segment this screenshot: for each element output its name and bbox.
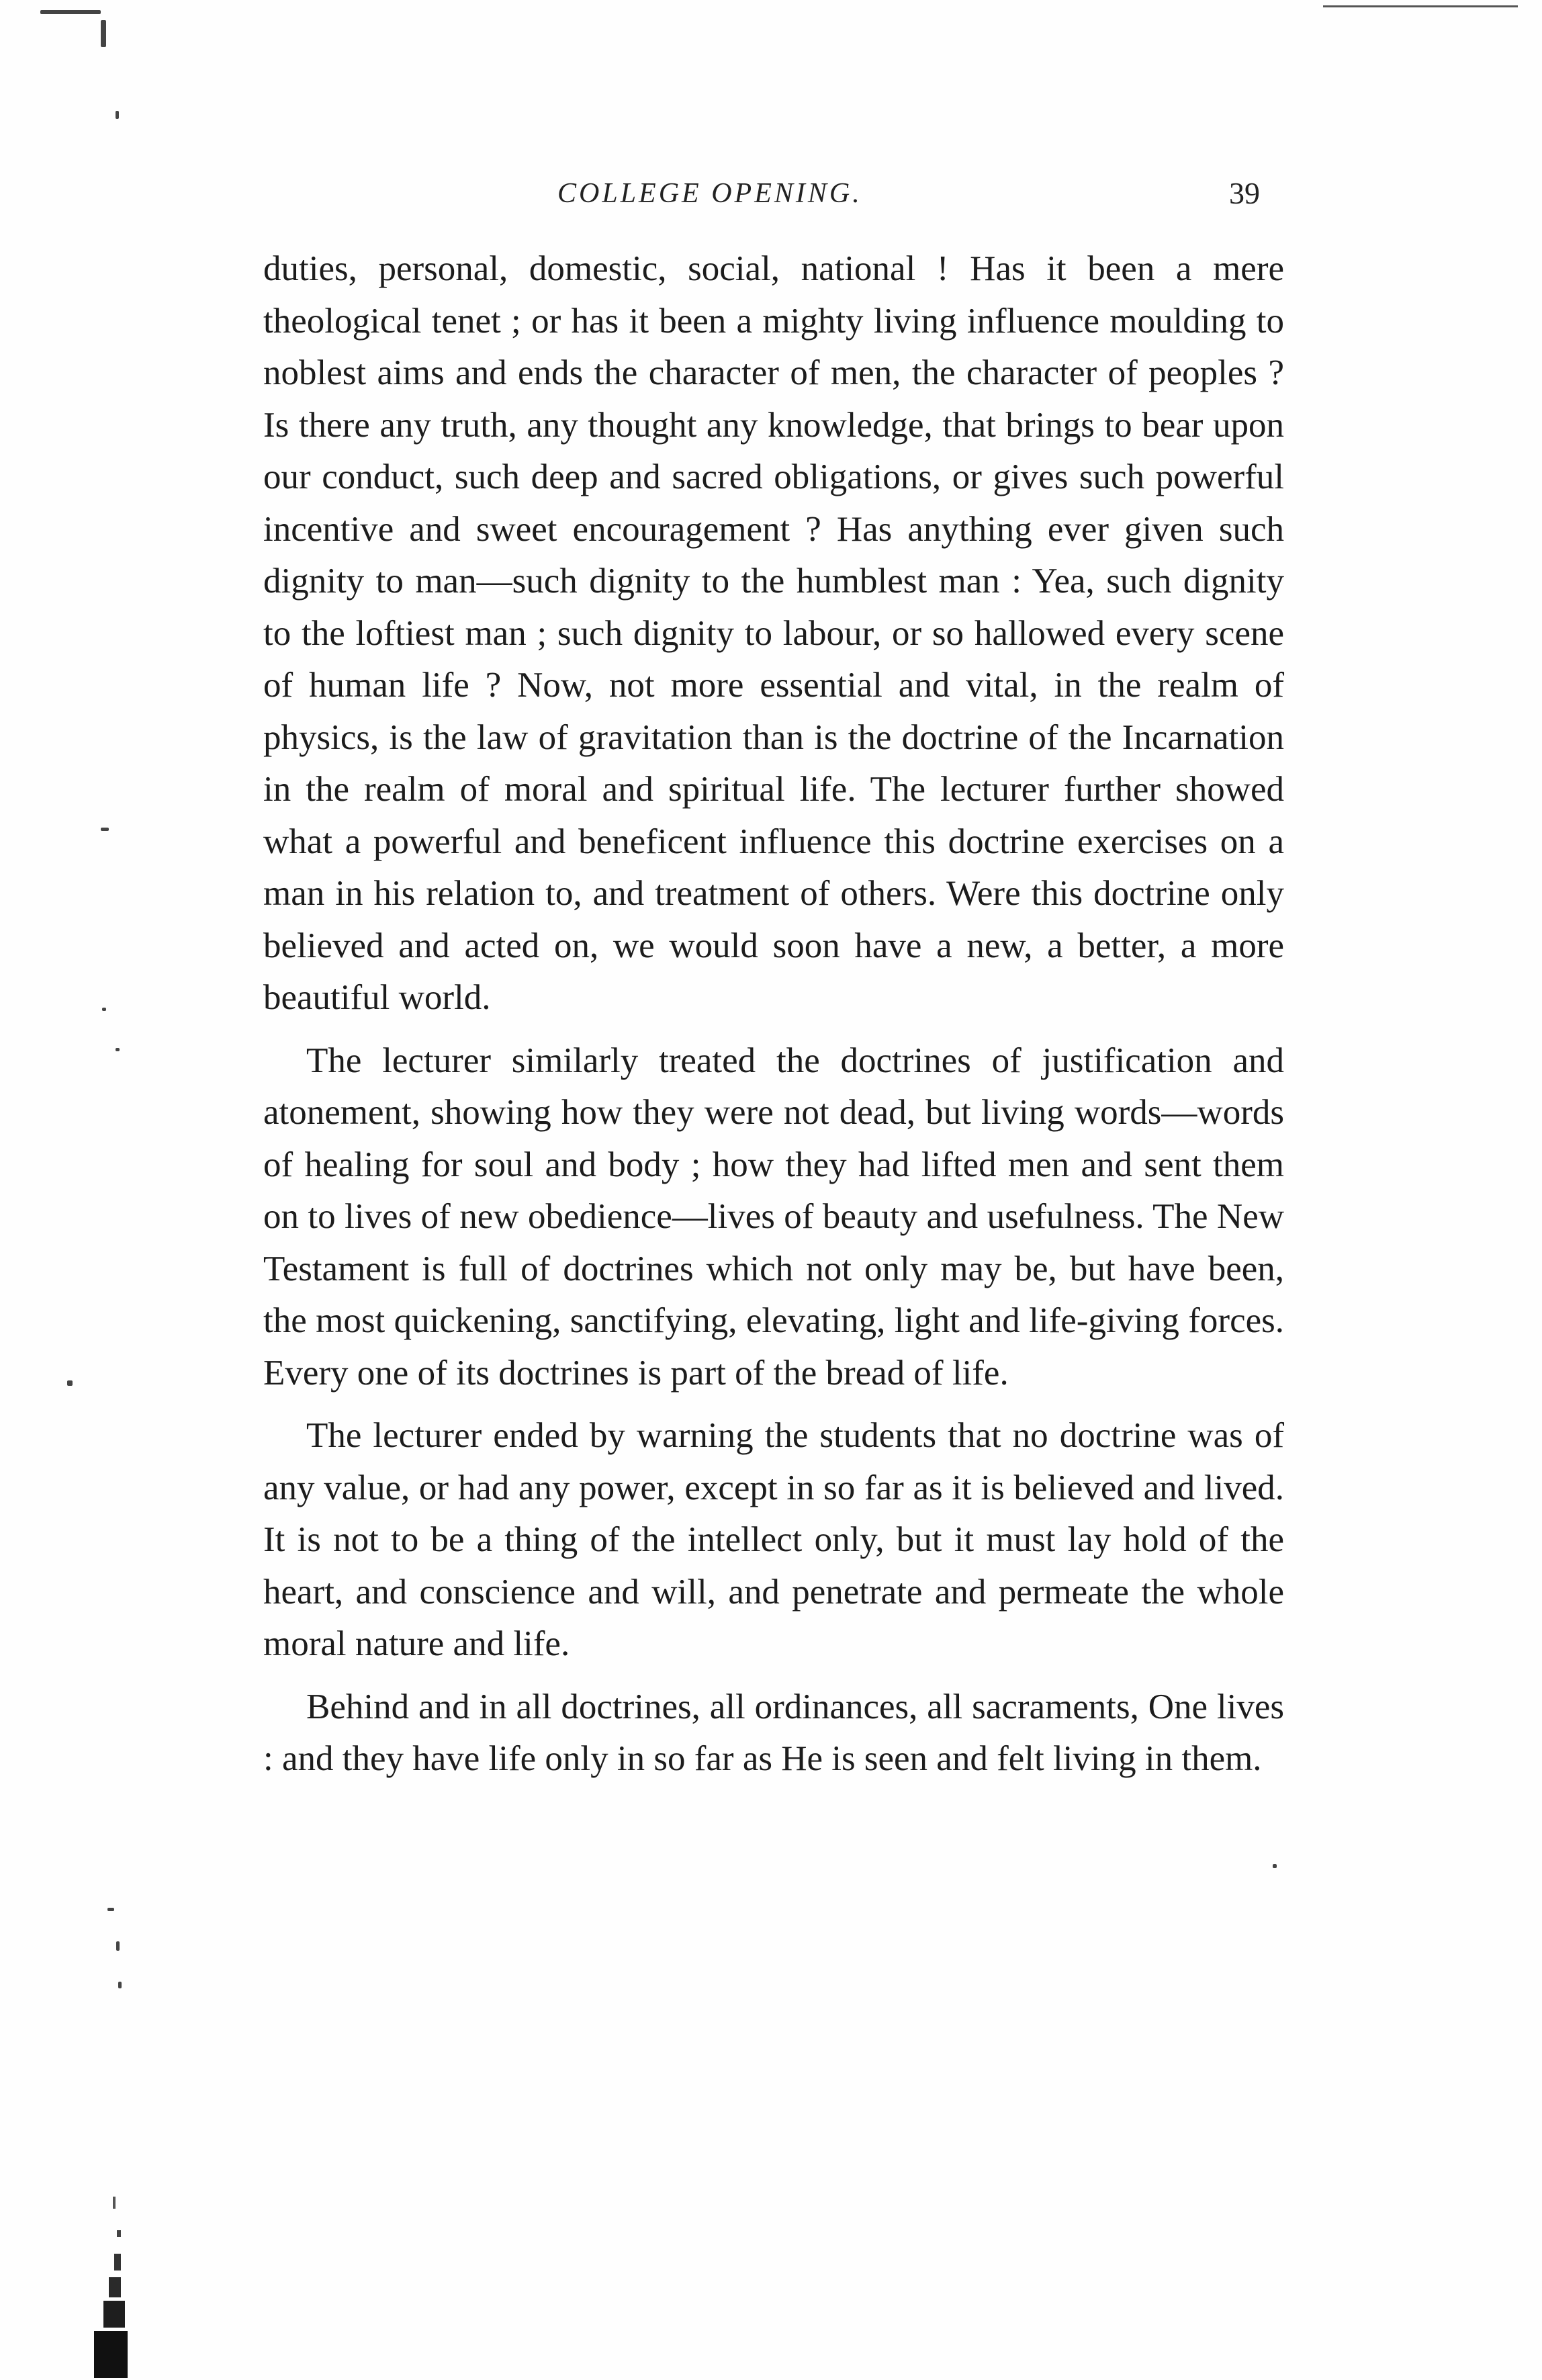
paragraph-1: duties, personal, domestic, social, national ! Has it been a mere theological tenet ; or has it been a mighty living influence moulding to noblest aims and ends the character of men, the character of peoples ? Is there any truth, any thought any knowledge, that brings to bear upon our conduct, such deep and sacred obligations, or gives such powerful incentive and sweet encouragement ? Has anything ever given such dignity to man—such dignity to the humblest man : Yea, such dignity to the loftiest man ; such dignity to labour, or so hallowed every scene of human life ? Now, not more essential and vital, in the realm of physics, is the law of gravitation than is the doctrine of the Incarnation in the realm of moral and spiritual life. The lecturer further showed what a powerful and beneficent influence this doctrine exercises on a man in his relation to, and treatment of others. Were this doctrine only believed and acted on, we would soon have a new, a better, a more beautiful world. — [263, 249, 1284, 1017]
margin-speck — [101, 20, 106, 47]
body-text — [263, 243, 1284, 1786]
margin-speck — [116, 111, 119, 119]
margin-speck — [101, 828, 109, 831]
page-number: 39 — [1229, 176, 1260, 210]
margin-speck — [116, 1048, 120, 1051]
running-title: COLLEGE OPENING. — [557, 178, 862, 209]
margin-speck — [1273, 1864, 1277, 1868]
margin-speck — [118, 1982, 122, 1988]
margin-speck — [116, 1941, 120, 1951]
margin-speck — [102, 1008, 106, 1011]
scan-edge-rule — [1323, 5, 1518, 7]
page-header — [0, 173, 1542, 214]
margin-speck — [67, 1380, 73, 1386]
paragraph-2: The lecturer similarly treated the doctrines of justification and atonement, showing how they were not dead, but living words—words of healing for soul and body ; how they had lifted men and sent them on to lives of new obedience—lives of beauty and usefulness. The New Testament is full of doctrines which not only may be, but have been, the most quickening, sanctifying, elevating, light and life-giving forces. Every one of its doctrines is part of the bread of life. — [263, 1041, 1284, 1393]
binding-shadow — [81, 2190, 134, 2378]
paragraph-3: The lecturer ended by warning the students that no doctrine was of any value, or had any power, except in so far as it is believed and lived. It is not to be a thing of the intellect only, but it must lay hold of the heart, and conscience and will, and penetrate and permeate the whole moral nature and life. — [263, 1416, 1284, 1663]
margin-speck — [107, 1908, 114, 1911]
paragraph-4: Behind and in all doctrines, all ordinances, all sacraments, One lives : and they have life only in so far as He is seen and felt living in them. — [263, 1687, 1284, 1778]
margin-speck — [40, 10, 101, 14]
